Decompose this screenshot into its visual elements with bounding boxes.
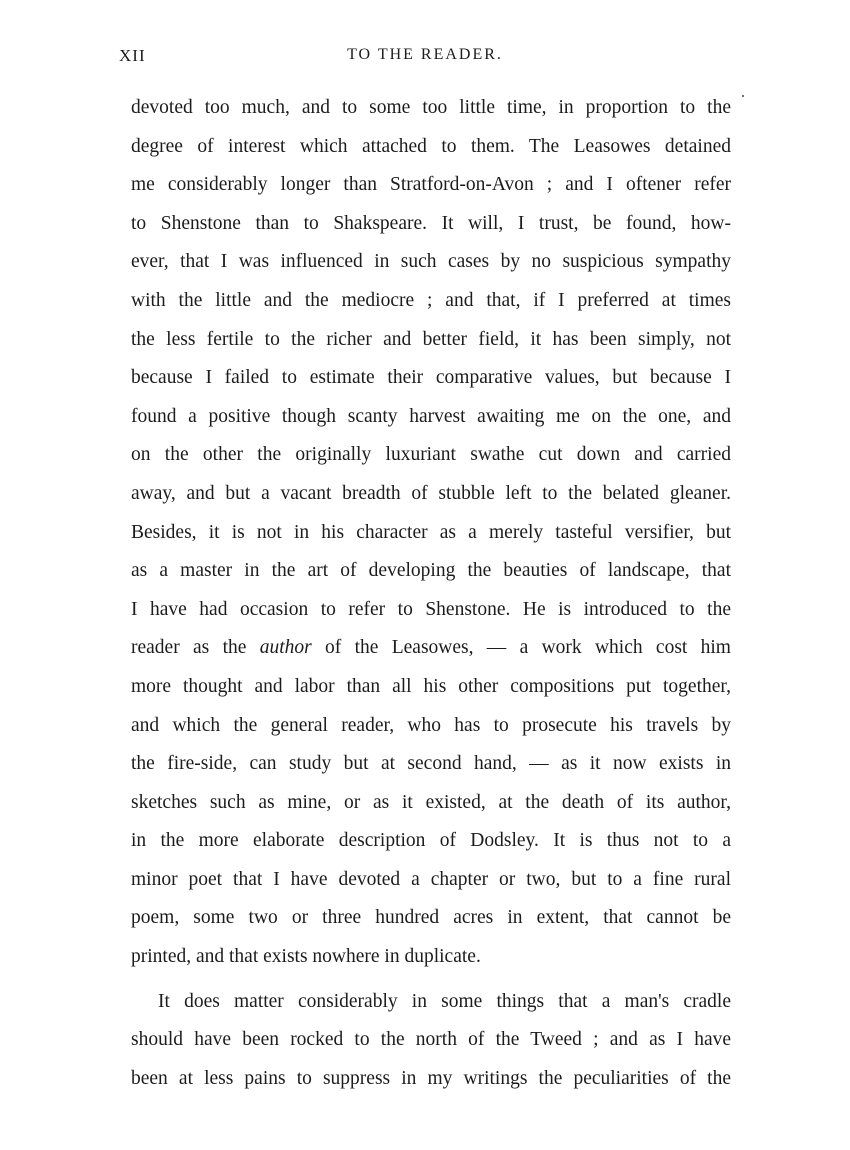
text-line: to Shenstone than to Shakspeare. It will, I trust, be found, how- [131,212,731,234]
text-line: more thought and labor than all his other compositions put together, [131,675,731,697]
text-line: degree of interest which attached to them. The Leasowes detained [131,135,731,157]
text-line: ever, that I was influenced in such cases by no suspicious sympathy [131,251,731,273]
text-line: on the other the originally luxuriant swathe cut down and carried [131,444,731,466]
text-segment: of the Leasowes, — a work which cost him [311,637,731,659]
paragraph [131,89,731,977]
text-segment: reader as the [131,637,260,659]
text-line: the less fertile to the richer and better field, it has been simply, not [131,328,731,350]
text-line: found a positive though scanty harvest awaiting me on the one, and [131,405,731,427]
text-line: I have had occasion to refer to Shenstone. He is introduced to the [131,598,731,620]
ink-speck [742,95,744,97]
text-line: been at less pains to suppress in my writings the peculiarities of the [131,1067,731,1089]
italic-word-author: author [259,637,312,659]
text-line: me considerably longer than Stratford-on-Avon ; and I oftener refer [131,174,731,196]
text-line-with-italic [131,629,731,668]
text-line: in the more elaborate description of Dodsley. It is thus not to a [131,830,731,852]
text-line: the fire-side, can study but at second hand, — as it now exists in [131,753,731,775]
text-line: because I failed to estimate their comparative values, but because I [131,367,731,389]
text-line: devoted too much, and to some too little time, in proportion to the [131,97,731,118]
text-line: as a master in the art of developing the beauties of landscape, that [131,560,731,582]
text-line: poem, some two or three hundred acres in extent, that cannot be [131,907,731,929]
text-line: It does matter considerably in some things that a man's cradle [158,990,731,1012]
text-line: and which the general reader, who has to prosecute his travels by [131,714,731,736]
text-line: Besides, it is not in his character as a merely tasteful versifier, but [131,521,731,543]
text-line: should have been rocked to the north of the Tweed ; and as I have [131,1029,731,1051]
text-line: with the little and the mediocre ; and that, if I preferred at times [131,289,731,311]
paragraph [131,983,731,1099]
page-header [0,42,850,72]
body-text [131,89,731,1098]
text-line: printed, and that exists nowhere in duplicate. [131,946,481,968]
text-line: minor poet that I have devoted a chapter or two, but to a fine rural [131,868,731,890]
page-number: XII [119,46,146,65]
text-line: sketches such as mine, or as it existed, at the death of its author, [131,791,731,813]
running-head: TO THE READER. [347,46,503,63]
text-line: away, and but a vacant breadth of stubble left to the belated gleaner. [131,482,731,504]
